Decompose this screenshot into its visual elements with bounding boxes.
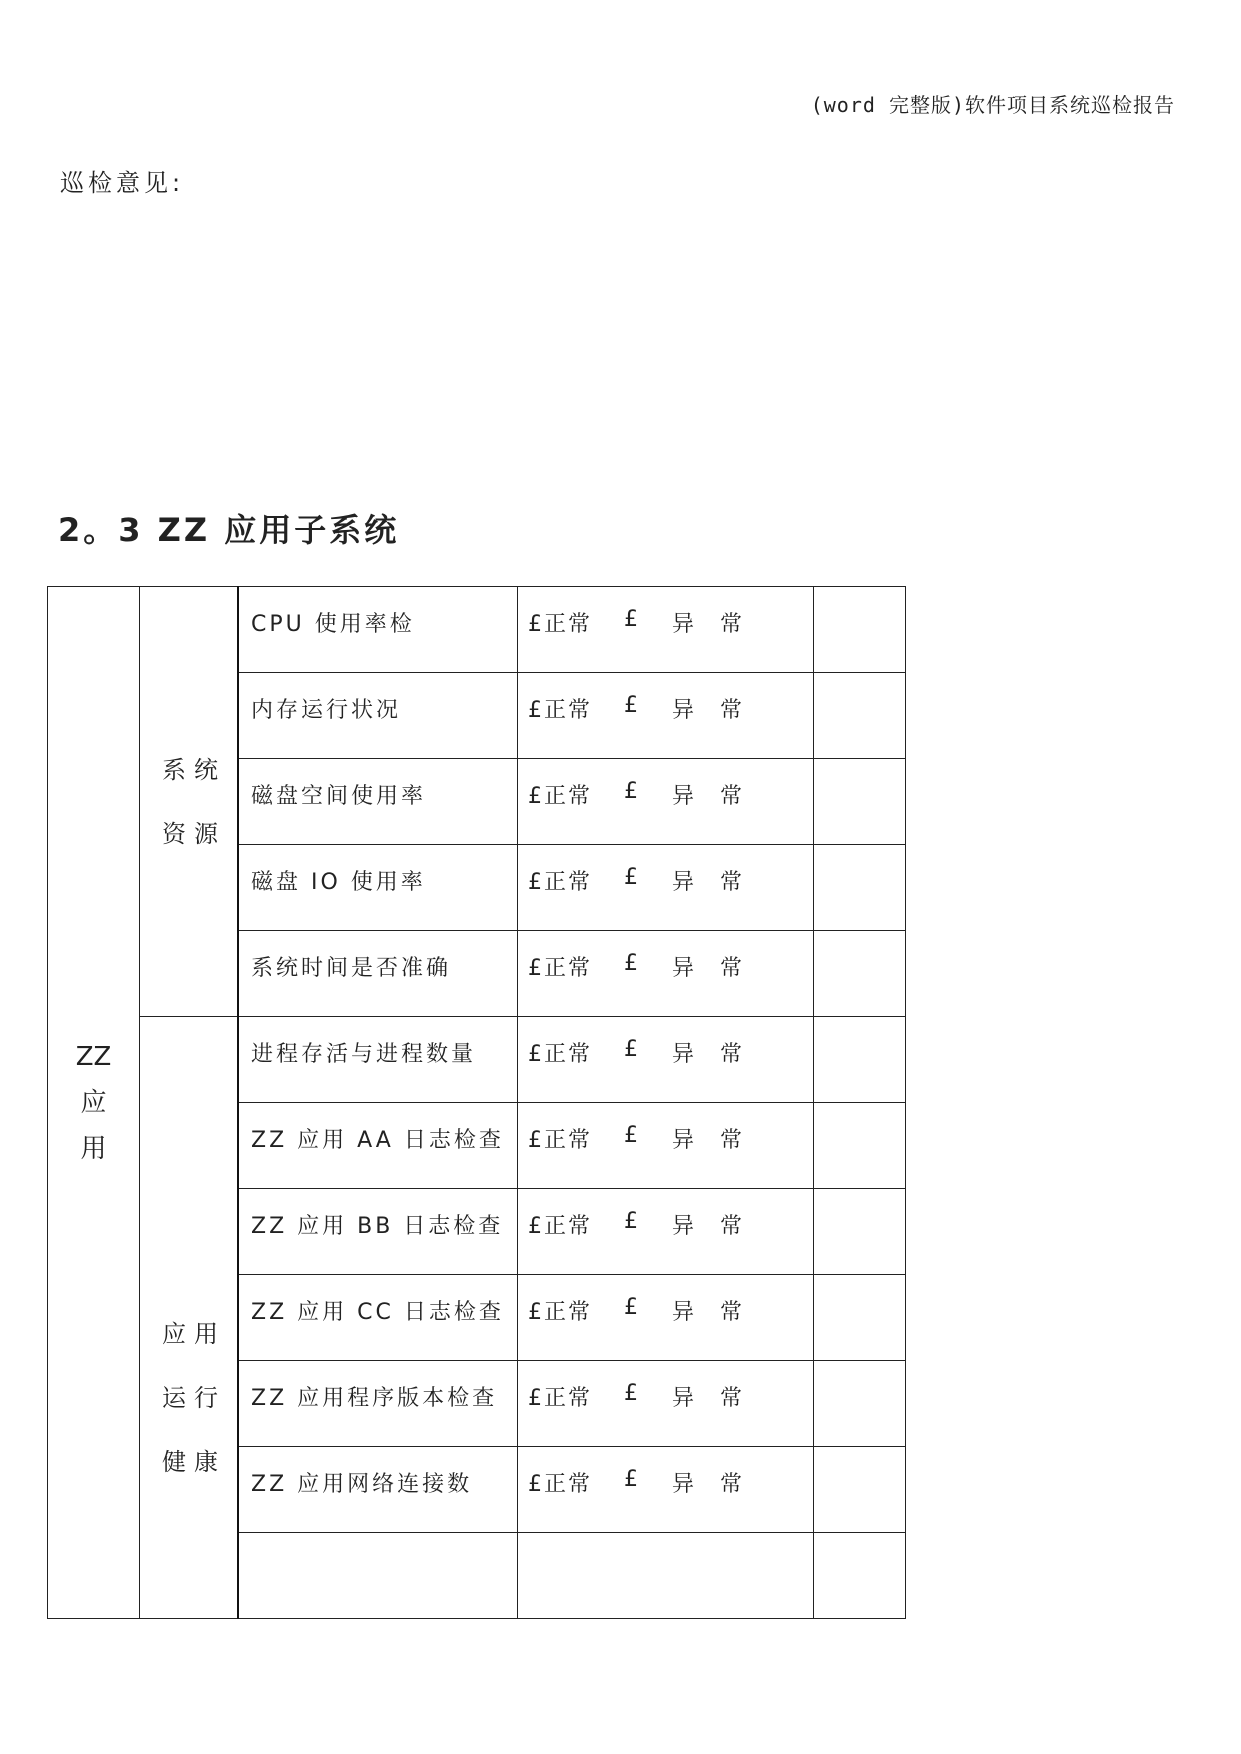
status-abnormal-label: 常 xyxy=(720,1214,745,1239)
status-normal-checkbox[interactable]: £正常 xyxy=(528,870,592,895)
status-normal-checkbox[interactable]: £正常 xyxy=(528,1472,592,1497)
group-label-line: 应 xyxy=(80,1087,107,1118)
remarks-cell[interactable] xyxy=(814,1189,906,1275)
inspection-table xyxy=(47,586,906,1619)
remarks-cell[interactable] xyxy=(814,1275,906,1361)
remarks-cell[interactable] xyxy=(814,845,906,931)
status-abnormal-label: 常 xyxy=(720,1472,745,1497)
item-label: ZZ 应用网络连接数 xyxy=(251,1472,473,1497)
status-abnormal-checkbox[interactable]: £ xyxy=(624,779,640,804)
status-abnormal-label: 常 xyxy=(720,870,745,895)
remarks-cell[interactable] xyxy=(814,1017,906,1103)
item-label: 系统时间是否准确 xyxy=(251,956,452,981)
item-label: CPU 使用率检 xyxy=(251,612,415,637)
category-label-line: 运行 xyxy=(162,1383,226,1412)
status-normal-checkbox[interactable]: £正常 xyxy=(528,1128,592,1153)
category-cell-system-resources xyxy=(140,587,239,1017)
category-label-line: 系统 xyxy=(162,755,226,784)
page-header-title: (word 完整版)软件项目系统巡检报告 xyxy=(810,93,1175,117)
status-abnormal-checkbox[interactable]: £ xyxy=(624,1123,640,1148)
remarks-cell[interactable] xyxy=(814,1447,906,1533)
status-abnormal-checkbox[interactable]: £ xyxy=(624,1467,640,1492)
section-heading: 2。3 ZZ 应用子系统 xyxy=(58,511,400,549)
status-abnormal-label: 异 xyxy=(672,1472,697,1497)
status-abnormal-label: 异 xyxy=(672,1300,697,1325)
status-normal-checkbox[interactable]: £正常 xyxy=(528,956,592,981)
status-abnormal-checkbox[interactable]: £ xyxy=(624,693,640,718)
status-options[interactable] xyxy=(518,1361,813,1412)
table-row xyxy=(48,1017,906,1103)
status-options[interactable] xyxy=(518,1017,813,1068)
status-normal-checkbox[interactable]: £正常 xyxy=(528,784,592,809)
category-label-line: 资源 xyxy=(162,819,226,848)
status-normal-checkbox[interactable]: £正常 xyxy=(528,612,592,637)
status-abnormal-checkbox[interactable]: £ xyxy=(624,607,640,632)
status-abnormal-label: 异 xyxy=(672,956,697,981)
item-label: ZZ 应用 BB 日志检查 xyxy=(251,1214,504,1239)
status-abnormal-label: 异 xyxy=(672,784,697,809)
status-options[interactable] xyxy=(518,1275,813,1326)
category-label-line: 健康 xyxy=(162,1447,226,1476)
status-abnormal-label: 异 xyxy=(672,1128,697,1153)
inspection-opinion-label: 巡检意见: xyxy=(60,169,185,197)
status-options[interactable] xyxy=(518,759,813,810)
remarks-cell[interactable] xyxy=(814,759,906,845)
category-label-line: 应用 xyxy=(162,1319,226,1348)
status-abnormal-label: 常 xyxy=(720,1128,745,1153)
group-label-line: 用 xyxy=(80,1133,107,1164)
remarks-cell[interactable] xyxy=(814,1103,906,1189)
remarks-cell[interactable] xyxy=(814,673,906,759)
status-abnormal-label: 异 xyxy=(672,870,697,895)
status-normal-checkbox[interactable]: £正常 xyxy=(528,1214,592,1239)
status-abnormal-label: 异 xyxy=(672,612,697,637)
status-abnormal-label: 异 xyxy=(672,698,697,723)
remarks-cell[interactable] xyxy=(814,1361,906,1447)
table-row xyxy=(48,587,906,673)
remarks-cell[interactable] xyxy=(814,587,906,673)
status-abnormal-checkbox[interactable]: £ xyxy=(624,1381,640,1406)
status-options[interactable] xyxy=(518,673,813,724)
status-abnormal-label: 常 xyxy=(720,1386,745,1411)
status-abnormal-checkbox[interactable]: £ xyxy=(624,1037,640,1062)
status-abnormal-checkbox[interactable]: £ xyxy=(624,1295,640,1320)
empty-item-cell[interactable] xyxy=(238,1533,518,1619)
item-label: 进程存活与进程数量 xyxy=(251,1042,477,1067)
status-options[interactable] xyxy=(518,931,813,982)
status-normal-checkbox[interactable]: £正常 xyxy=(528,1300,592,1325)
item-label: ZZ 应用 AA 日志检查 xyxy=(251,1128,504,1153)
category-cell-app-health xyxy=(140,1017,239,1619)
remarks-cell[interactable] xyxy=(814,1533,906,1619)
status-abnormal-label: 常 xyxy=(720,784,745,809)
status-options[interactable] xyxy=(518,587,813,638)
group-cell xyxy=(48,587,140,1619)
status-normal-checkbox[interactable]: £正常 xyxy=(528,1386,592,1411)
status-options[interactable] xyxy=(518,845,813,896)
status-abnormal-checkbox[interactable]: £ xyxy=(624,1209,640,1234)
status-abnormal-label: 常 xyxy=(720,956,745,981)
item-label: ZZ 应用程序版本检查 xyxy=(251,1386,498,1411)
status-normal-checkbox[interactable]: £正常 xyxy=(528,1042,592,1067)
item-label: 磁盘空间使用率 xyxy=(251,784,427,809)
status-abnormal-label: 异 xyxy=(672,1386,697,1411)
item-label: 磁盘 IO 使用率 xyxy=(251,870,426,895)
remarks-cell[interactable] xyxy=(814,931,906,1017)
status-options[interactable] xyxy=(518,1103,813,1154)
status-abnormal-checkbox[interactable]: £ xyxy=(624,951,640,976)
status-options[interactable] xyxy=(518,1189,813,1240)
status-abnormal-label: 常 xyxy=(720,612,745,637)
empty-status-cell[interactable] xyxy=(518,1533,814,1619)
status-abnormal-label: 常 xyxy=(720,1042,745,1067)
status-abnormal-label: 异 xyxy=(672,1042,697,1067)
item-label: ZZ 应用 CC 日志检查 xyxy=(251,1300,504,1325)
status-abnormal-label: 异 xyxy=(672,1214,697,1239)
group-label-line: ZZ xyxy=(75,1041,112,1072)
status-abnormal-label: 常 xyxy=(720,1300,745,1325)
status-abnormal-label: 常 xyxy=(720,698,745,723)
item-label: 内存运行状况 xyxy=(251,698,402,723)
status-normal-checkbox[interactable]: £正常 xyxy=(528,698,592,723)
status-options[interactable] xyxy=(518,1447,813,1498)
status-abnormal-checkbox[interactable]: £ xyxy=(624,865,640,890)
